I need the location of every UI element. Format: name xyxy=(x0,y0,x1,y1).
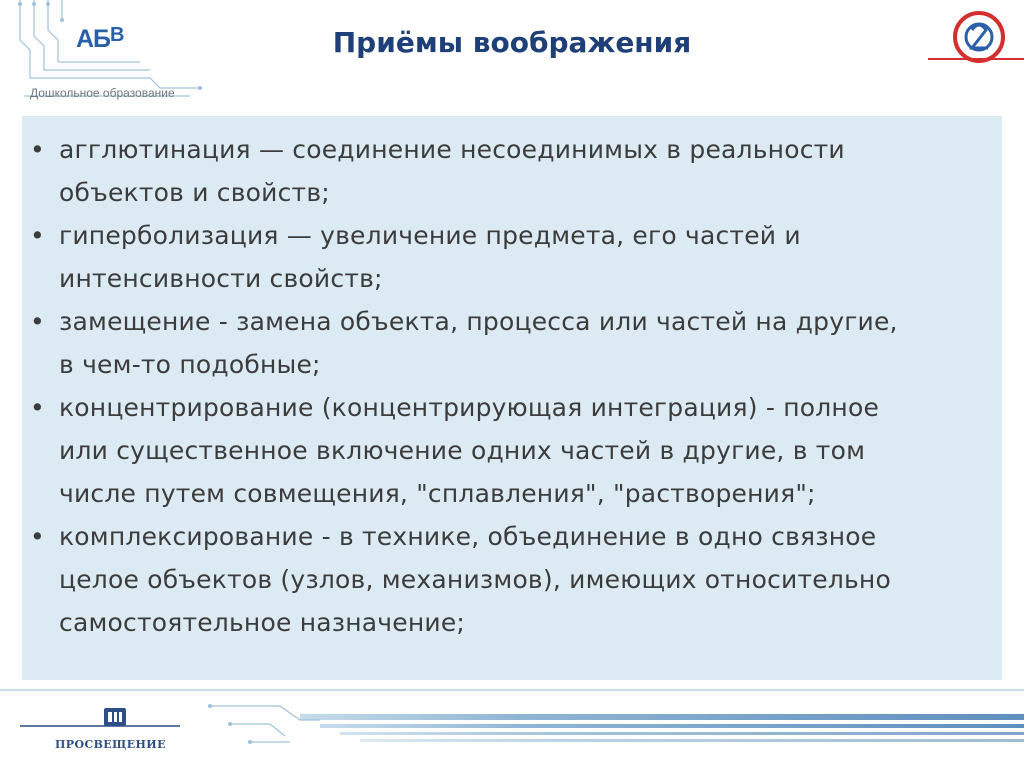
brand-main: АБ xyxy=(76,25,111,53)
list-item-line: замещение - замена объекта, процесса или частей на другие, xyxy=(59,307,898,336)
list-item xyxy=(22,128,982,214)
bullet-marker: • xyxy=(30,393,45,422)
bullet-marker: • xyxy=(30,135,45,164)
brand-small: В xyxy=(110,24,124,46)
page-title: Приёмы воображения xyxy=(332,26,692,59)
publisher-name: ПРОСВЕЩЕНИЕ xyxy=(55,738,166,751)
list-item-line: комплексирование - в технике, объединение в одно связное xyxy=(59,522,877,551)
list-item xyxy=(22,300,982,386)
list-item-line: объектов и свойств; xyxy=(59,178,330,207)
header-accent-line xyxy=(928,58,1024,60)
list-item-line: самостоятельное назначение; xyxy=(59,608,466,637)
list-item xyxy=(22,386,982,515)
footer-decoration xyxy=(0,684,1024,767)
list-item-line: целое объектов (узлов, механизмов), имеющих относительно xyxy=(59,565,891,594)
list-item-line: интенсивности свойств; xyxy=(59,264,383,293)
list-item-line: концентрирование (концентрирующая интеграция) - полное xyxy=(59,393,880,422)
list-item-line: в чем-то подобные; xyxy=(59,350,321,379)
list-item-line: гиперболизация — увеличение предмета, его частей и xyxy=(59,221,801,250)
list-item xyxy=(22,515,982,644)
list-item-line: агглютинация — соединение несоединимых в реальности xyxy=(59,135,845,164)
list-item xyxy=(22,214,982,300)
bullet-list xyxy=(22,128,982,644)
content-panel xyxy=(22,116,1002,680)
brand-subtitle: Дошкольное образование xyxy=(30,86,175,100)
list-item-line: или существенное включение одних частей в другие, в том xyxy=(59,436,866,465)
publisher-logo-icon xyxy=(103,706,127,728)
bullet-marker: • xyxy=(30,522,45,551)
bullet-marker: • xyxy=(30,307,45,336)
bullet-marker: • xyxy=(30,221,45,250)
list-item-line: числе путем совмещения, "сплавления", "растворения"; xyxy=(59,479,816,508)
